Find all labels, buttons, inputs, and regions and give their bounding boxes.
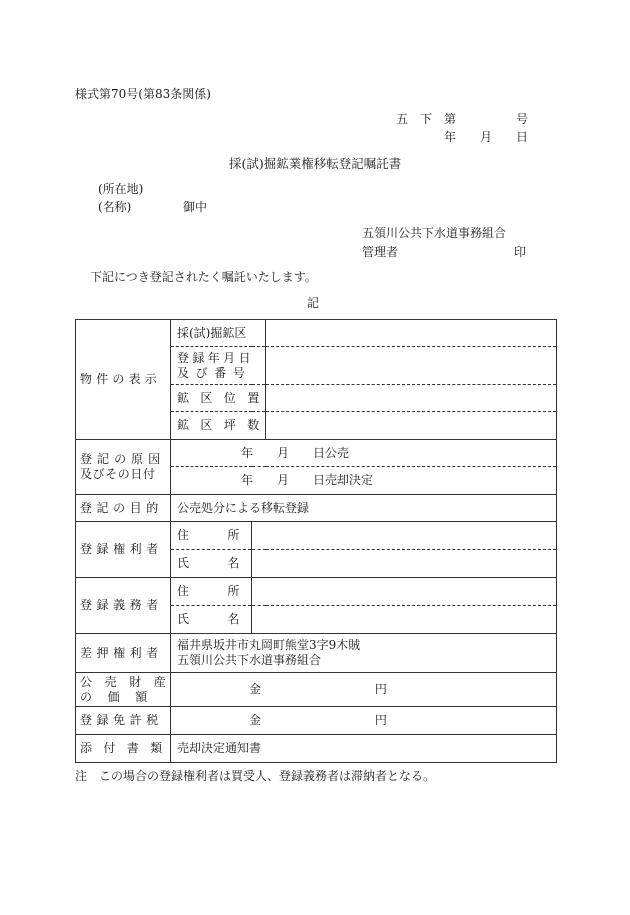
ki-label: 記 xyxy=(307,296,320,310)
price-yen-label: 円 xyxy=(374,682,387,696)
intro-text: 下記につき登記されたく嘱託いたします。 xyxy=(90,270,317,284)
area-size-value xyxy=(266,412,557,440)
sender-organization: 五領川公共下水道事務組合 xyxy=(362,226,507,240)
seizure-holder-value xyxy=(171,634,557,673)
footnote: 注 この場合の登録権利者は買受人、登録義務者は滞納者となる。 xyxy=(75,769,436,783)
obligor-address-label: 住所 xyxy=(171,578,252,606)
form-number: 様式第70号(第83条関係) xyxy=(75,87,211,101)
seizure-address: 福井県坂井市丸岡町熊堂3字9木賊 xyxy=(177,638,361,652)
area-location-label: 鉱区位置 xyxy=(171,385,266,412)
area-location-value xyxy=(266,385,557,412)
cause-label-cell: 登記の原因 及びその日付 xyxy=(76,440,171,495)
obligor-name-label: 氏名 xyxy=(171,606,252,634)
attachment-label: 添付書類 xyxy=(76,735,171,763)
document-title: 採(試)掘鉱業権移転登記嘱託書 xyxy=(229,156,402,171)
tax-yen-label: 円 xyxy=(374,713,387,727)
holder-label: 登録権利者 xyxy=(76,522,171,578)
attachment-value: 売却決定通知書 xyxy=(171,735,557,763)
price-label: 公売財産 の価額 xyxy=(76,673,171,707)
issue-date: 年 月 日 xyxy=(444,130,529,144)
price-value xyxy=(171,673,557,707)
mining-area-label: 採(試)掘鉱区 xyxy=(171,320,266,347)
mining-area-value xyxy=(266,320,557,347)
registration-date-label: 登録年月日 及び番号 xyxy=(171,347,266,385)
purpose-label: 登記の目的 xyxy=(76,495,171,522)
sale-decision-date: 年 月 日売却決定 xyxy=(171,467,557,495)
purpose-value: 公売処分による移転登録 xyxy=(171,495,557,522)
holder-address-label: 住所 xyxy=(171,522,252,550)
holder-address-value xyxy=(252,522,557,550)
area-size-label: 鉱区坪数 xyxy=(171,412,266,440)
seizure-organization: 五領川公共下水道事務組合 xyxy=(177,653,322,667)
auction-date: 年 月 日公売 xyxy=(171,440,557,467)
tax-money-label: 金 xyxy=(249,713,262,727)
property-label: 物件の表示 xyxy=(80,372,162,386)
obligor-label: 登録義務者 xyxy=(76,578,171,634)
obligor-name-value xyxy=(252,606,557,634)
holder-name-label: 氏名 xyxy=(171,550,252,578)
price-money-label: 金 xyxy=(249,682,262,696)
reference-number: 五 下 第 号 xyxy=(396,112,529,126)
tax-value xyxy=(171,707,557,735)
registration-date-value xyxy=(266,347,557,385)
obligor-address-value xyxy=(252,578,557,606)
tax-label: 登録免許税 xyxy=(76,707,171,735)
addressee-location-label: (所在地) xyxy=(98,182,144,196)
manager-label: 管理者 xyxy=(362,245,399,259)
holder-name-value xyxy=(252,550,557,578)
seizure-label: 差押権利者 xyxy=(76,634,171,673)
seal-mark: 印 xyxy=(514,245,527,259)
onchu-label: 御中 xyxy=(183,200,208,214)
registration-form-table xyxy=(75,319,557,763)
property-label-cell xyxy=(76,320,171,440)
addressee-name-label: (名称) xyxy=(98,200,132,214)
